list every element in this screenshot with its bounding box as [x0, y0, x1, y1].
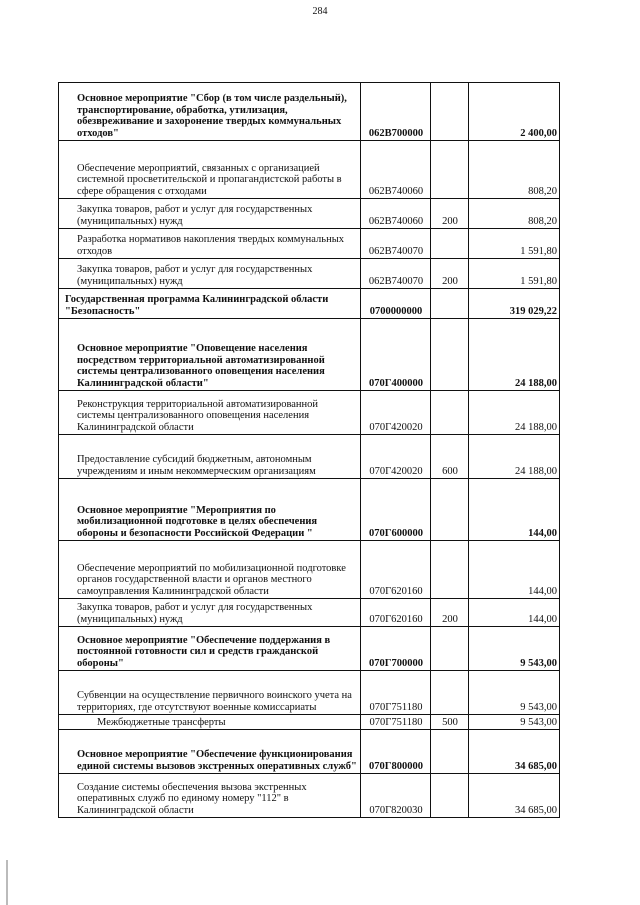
row-sum: 24 188,00 [469, 435, 560, 479]
row-code: 062В740060 [361, 141, 431, 199]
row-name: Основное мероприятие "Сбор (в том числе раздельный), транспортирование, обработка, утилизация, обезвреживание и захоронение твердых коммунальных отходов" [59, 83, 361, 141]
page-number: 284 [312, 6, 328, 17]
row-code: 070Г620160 [361, 541, 431, 599]
table-row [59, 541, 560, 599]
row-name: Межбюджетные трансферты [59, 715, 361, 730]
table-row [59, 289, 560, 319]
row-sum: 9 543,00 [469, 715, 560, 730]
row-vr [431, 391, 469, 435]
row-sum: 808,20 [469, 141, 560, 199]
row-sum: 144,00 [469, 541, 560, 599]
scan-edge-mark [6, 860, 8, 905]
row-sum: 144,00 [469, 479, 560, 541]
row-name: Закупка товаров, работ и услуг для государственных (муниципальных) нужд [59, 599, 361, 627]
row-vr [431, 319, 469, 391]
row-name: Создание системы обеспечения вызова экстренных оперативных служб по единому номеру "112" в Калининградской области [59, 774, 361, 818]
row-code: 070Г620160 [361, 599, 431, 627]
row-code: 070Г400000 [361, 319, 431, 391]
row-vr [431, 627, 469, 671]
row-name: Закупка товаров, работ и услуг для государственных (муниципальных) нужд [59, 259, 361, 289]
table-row [59, 671, 560, 715]
table-row [59, 627, 560, 671]
budget-table [58, 82, 560, 818]
row-code: 070Г820030 [361, 774, 431, 818]
row-sum: 1 591,80 [469, 229, 560, 259]
row-sum: 9 543,00 [469, 627, 560, 671]
row-code: 062В700000 [361, 83, 431, 141]
row-code: 070Г700000 [361, 627, 431, 671]
row-name: Основное мероприятие "Обеспечение поддержания в постоянной готовности сил и средств гражданской обороны" [59, 627, 361, 671]
row-sum: 144,00 [469, 599, 560, 627]
row-name: Субвенции на осуществление первичного воинского учета на территориях, где отсутствуют военные комиссариаты [59, 671, 361, 715]
table-row [59, 774, 560, 818]
row-code: 070Г751180 [361, 671, 431, 715]
table-row [59, 599, 560, 627]
row-sum: 319 029,22 [469, 289, 560, 319]
row-name: Разработка нормативов накопления твердых коммунальных отходов [59, 229, 361, 259]
table-row [59, 435, 560, 479]
row-code: 062В740060 [361, 199, 431, 229]
row-code: 070Г751180 [361, 715, 431, 730]
row-vr: 200 [431, 259, 469, 289]
table-row [59, 141, 560, 199]
table-row [59, 259, 560, 289]
row-sum: 808,20 [469, 199, 560, 229]
row-name: Основное мероприятие "Обеспечение функционирования единой системы вызовов экстренных оперативных служб" [59, 730, 361, 774]
row-code: 062В740070 [361, 229, 431, 259]
row-name: Основное мероприятие "Мероприятия по мобилизационной подготовке в целях обеспечения обороны и безопасности Российской Федерации " [59, 479, 361, 541]
row-name: Государственная программа Калининградской области "Безопасность" [59, 289, 361, 319]
row-sum: 1 591,80 [469, 259, 560, 289]
table-row [59, 229, 560, 259]
row-code: 062В740070 [361, 259, 431, 289]
row-sum: 34 685,00 [469, 730, 560, 774]
table-row [59, 715, 560, 730]
row-code: 0700000000 [361, 289, 431, 319]
row-sum: 9 543,00 [469, 671, 560, 715]
row-vr [431, 83, 469, 141]
row-name: Обеспечение мероприятий, связанных с организацией системной просветительской и пропагандистской работы в сфере обращения с отходами [59, 141, 361, 199]
row-code: 070Г420020 [361, 391, 431, 435]
row-sum: 2 400,00 [469, 83, 560, 141]
row-name: Основное мероприятие "Оповещение населения посредством территориальной автоматизированной системы централизованного оповещения населения Калининградской области" [59, 319, 361, 391]
row-vr [431, 479, 469, 541]
row-vr [431, 141, 469, 199]
table-row [59, 391, 560, 435]
row-name: Реконструкция территориальной автоматизированной системы централизованного оповещения населения Калининградской области [59, 391, 361, 435]
row-vr: 500 [431, 715, 469, 730]
row-vr [431, 541, 469, 599]
table-row [59, 83, 560, 141]
row-vr: 200 [431, 199, 469, 229]
row-vr: 200 [431, 599, 469, 627]
row-vr: 600 [431, 435, 469, 479]
row-sum: 24 188,00 [469, 319, 560, 391]
row-name: Обеспечение мероприятий по мобилизационной подготовке органов государственной власти и органов местного самоуправления Калининградской области [59, 541, 361, 599]
table-row [59, 730, 560, 774]
row-name: Предоставление субсидий бюджетным, автономным учреждениям и иным некоммерческим организациям [59, 435, 361, 479]
row-code: 070Г600000 [361, 479, 431, 541]
row-code: 070Г420020 [361, 435, 431, 479]
row-code: 070Г800000 [361, 730, 431, 774]
row-vr [431, 774, 469, 818]
row-vr [431, 289, 469, 319]
row-name: Закупка товаров, работ и услуг для государственных (муниципальных) нужд [59, 199, 361, 229]
row-vr [431, 229, 469, 259]
row-sum: 24 188,00 [469, 391, 560, 435]
table-row [59, 479, 560, 541]
row-sum: 34 685,00 [469, 774, 560, 818]
row-vr [431, 671, 469, 715]
table-row [59, 199, 560, 229]
row-vr [431, 730, 469, 774]
table-row [59, 319, 560, 391]
